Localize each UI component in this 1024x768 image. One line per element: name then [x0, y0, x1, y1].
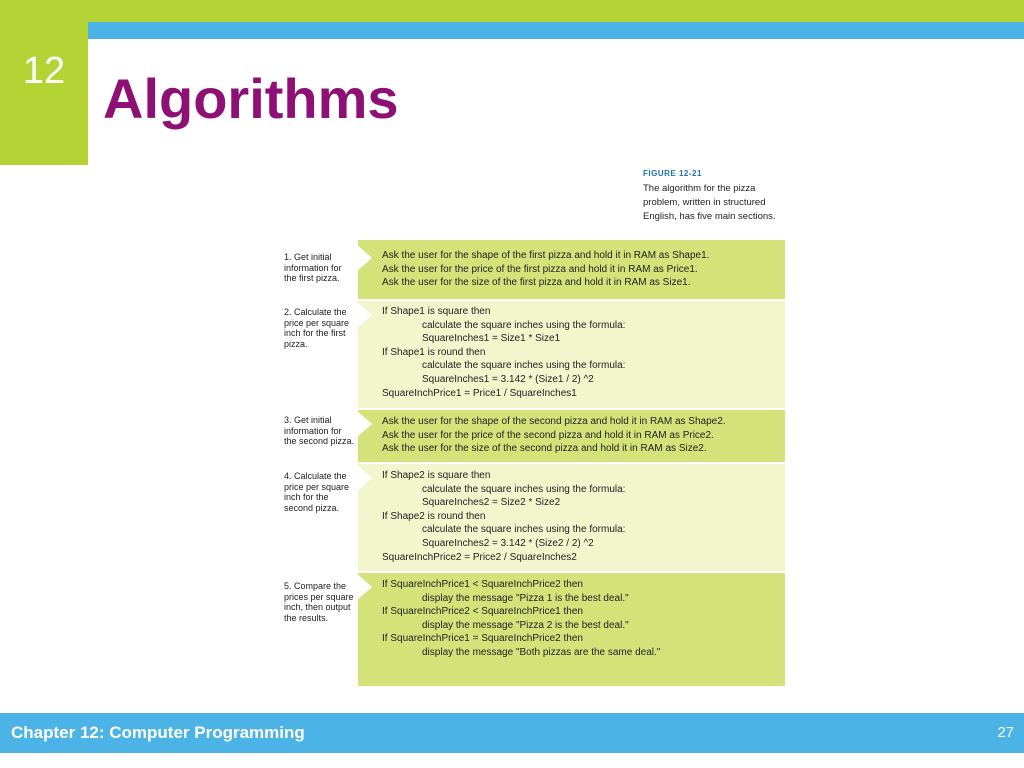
step-label-1: 1. Get initial information for the first pizza.: [284, 252, 342, 283]
section-arrow-2: [356, 301, 372, 329]
algorithm-line: SquareInchPrice2 = Price2 / SquareInches2: [382, 551, 577, 563]
top-blue-strip: [88, 22, 1024, 39]
section-arrow-1: [356, 244, 372, 272]
section-arrow-4: [356, 464, 372, 492]
footer-chapter-title: Chapter 12: Computer Programming: [11, 723, 305, 742]
algorithm-line: SquareInches2 = 3.142 * (Size2 / 2) ^2: [422, 537, 594, 549]
algorithm-line: calculate the square inches using the formula:: [422, 319, 626, 331]
step-label-5: 5. Compare the prices per square inch, then output the results.: [284, 581, 354, 623]
figure-caption: The algorithm for the pizza problem, written in structured English, has five main sections.: [643, 183, 776, 222]
algorithm-section-4: [358, 464, 785, 571]
bottom-strip: [0, 753, 1024, 768]
step-label-4: 4. Calculate the price per square inch for the second pizza.: [284, 471, 350, 513]
algorithm-line: Ask the user for the price of the second pizza and hold it in RAM as Price2.: [382, 429, 714, 441]
algorithm-line: If SquareInchPrice1 = SquareInchPrice2 then: [382, 633, 583, 645]
algorithm-line: Ask the user for the size of the second pizza and hold it in RAM as Size2.: [382, 443, 707, 455]
algorithm-line: If Shape2 is round then: [382, 510, 486, 522]
algorithm-section-1: [358, 240, 785, 299]
algorithm-line: display the message "Pizza 1 is the best deal.": [422, 592, 629, 604]
slide-title: Algorithms: [103, 67, 399, 130]
algorithm-line: SquareInches2 = Size2 * Size2: [422, 497, 561, 509]
algorithm-line: If Shape2 is square then: [382, 470, 491, 481]
chapter-number-box: [0, 22, 88, 165]
section-arrow-5: [356, 573, 372, 601]
algorithm-section-5: [358, 573, 785, 686]
algorithm-line: calculate the square inches using the formula:: [422, 360, 626, 372]
algorithm-line: SquareInchPrice1 = Price1 / SquareInches1: [382, 387, 577, 399]
algorithm-line: display the message "Both pizzas are the same deal.": [422, 646, 661, 658]
top-accent-bar: [0, 0, 1024, 22]
algorithm-line: Ask the user for the price of the first pizza and hold it in RAM as Price1.: [382, 263, 698, 275]
algorithm-section-2: [358, 301, 785, 408]
algorithm-line: If SquareInchPrice2 < SquareInchPrice1 then: [382, 606, 583, 618]
algorithm-line: Ask the user for the shape of the first pizza and hold it in RAM as Shape1.: [382, 250, 710, 261]
chapter-number: 12: [22, 50, 66, 92]
algorithm-line: display the message "Pizza 2 is the best deal.": [422, 619, 629, 631]
algorithm-line: If Shape1 is round then: [382, 346, 486, 358]
algorithm-line: calculate the square inches using the formula:: [422, 483, 626, 495]
section-arrow-3: [356, 410, 372, 438]
algorithm-line: SquareInches1 = Size1 * Size1: [422, 333, 561, 345]
algorithm-section-3: [358, 410, 785, 462]
footer-page-number: 27: [997, 724, 1014, 741]
algorithm-line: Ask the user for the shape of the second pizza and hold it in RAM as Shape2.: [382, 416, 726, 427]
step-label-2: 2. Calculate the price per square inch for the first pizza.: [284, 307, 350, 349]
algorithm-line: Ask the user for the size of the first pizza and hold it in RAM as Size1.: [382, 277, 691, 289]
algorithm-line: If SquareInchPrice1 < SquareInchPrice2 then: [382, 579, 583, 590]
algorithm-line: calculate the square inches using the formula:: [422, 524, 626, 536]
figure-label: FIGURE 12-21: [643, 169, 702, 178]
step-label-3: 3. Get initial information for the second pizza.: [284, 415, 355, 446]
algorithm-line: If Shape1 is square then: [382, 306, 491, 317]
algorithm-line: SquareInches1 = 3.142 * (Size1 / 2) ^2: [422, 373, 594, 385]
